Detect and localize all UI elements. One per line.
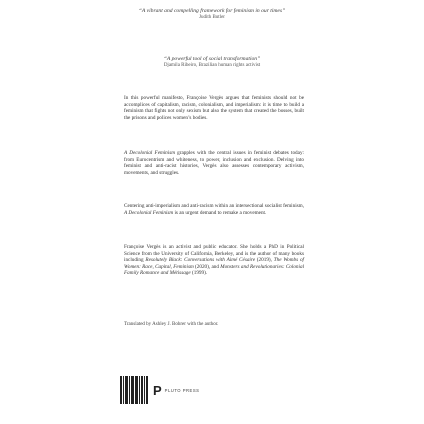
pluto-press-icon: P	[153, 383, 162, 398]
description-paragraph-3: Centering anti-imperialism and anti-racism within an intersectional socialist feminism, A Decolonial Feminism is an urgent demand to remake a movement.	[124, 203, 304, 216]
barcode-icon	[120, 376, 148, 404]
translator-credit: Translated by Ashley J. Bohrer with the author.	[124, 322, 219, 327]
publisher-name: PLUTO PRESS	[164, 388, 200, 393]
book-title: A Decolonial Feminism	[124, 150, 175, 156]
blurb-butler	[0, 8, 424, 22]
blurb-quote: “A powerful tool of social transformation”	[163, 56, 261, 62]
publisher-logo	[153, 384, 199, 397]
description-paragraph-2: A Decolonial Feminism grapples with the central issues in feminist debates today: from Eurocentrism and whiteness, to power, inclusion and exclusion. Delving into feminist and anti-racist histories, Vergès also assesses contemporary activism, movements, and struggles.	[124, 150, 304, 176]
blurb-author: Judith Butler	[199, 15, 225, 20]
blurb-author: Djamila Ribeiro, Brazilian human rights activist	[163, 63, 261, 68]
author-bio: Françoise Vergès is an activist and public educator. She holds a PhD in Political Science from the University of California, Berkeley, and is the author of many books including Resolutely Black: Conversations with Aimé Césaire (2019), The Wombs of Women: Race, Capital, Feminism (2020), and Monsters and Revolutionaries: Colonial Family Romance and Métissage (1999).	[124, 244, 305, 277]
blurb-quote: “A vibrant and compelling framework for feminism in our times”	[138, 8, 286, 14]
description-paragraph-1: In this powerful manifesto, Françoise Vergès argues that feminists should not be accomplices of capitalism, racism, colonialism, and imperialism: it is time to build a feminism that fights not only sexism but also the system that created the bosses, built the prisons and polices women’s bodies.	[124, 95, 304, 121]
blurb-ribeiro	[0, 56, 424, 70]
book-title: A Decolonial Feminism	[124, 209, 174, 216]
